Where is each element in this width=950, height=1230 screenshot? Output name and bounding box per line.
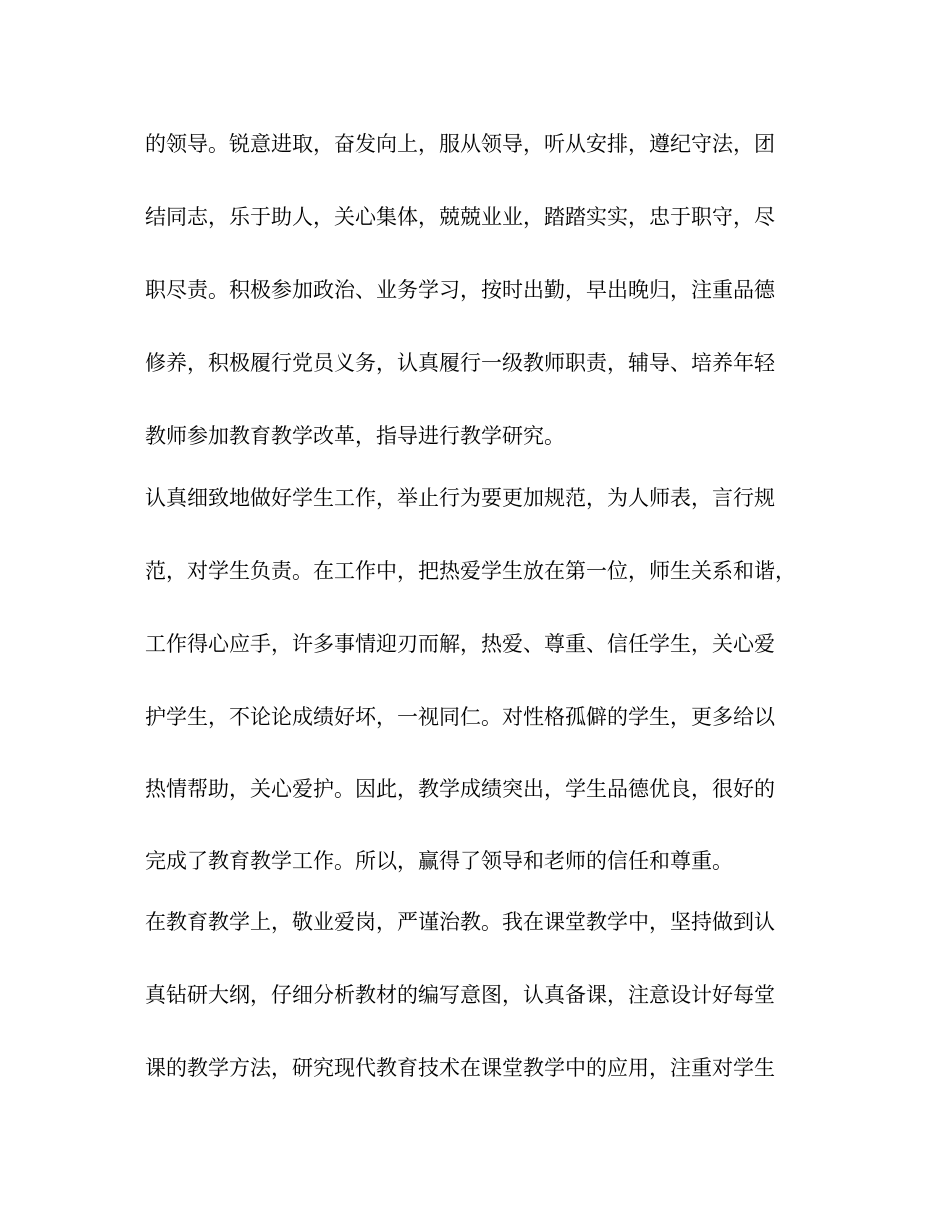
- text-line: 修养，积极履行党员义务，认真履行一级教师职责，辅导、培养年轻: [145, 351, 775, 375]
- text-line: 完成了教育教学工作。所以，赢得了领导和老师的信任和尊重。: [145, 849, 733, 873]
- text-line: 教师参加教育教学改革，指导进行教学研究。: [145, 424, 565, 448]
- text-line: 真钻研大纲，仔细分析教材的编写意图，认真备课，注意设计好每堂: [145, 983, 775, 1007]
- text-line: 课的教学方法，研究现代教育技术在课堂教学中的应用，注重对学生: [145, 1056, 775, 1080]
- text-line: 结同志，乐于助人，关心集体，兢兢业业，踏踏实实，忠于职守，尽: [145, 205, 775, 229]
- text-line: 在教育教学上，敬业爱岗，严谨治教。我在课堂教学中，坚持做到认: [145, 910, 775, 934]
- text-line: 范，对学生负责。在工作中，把热爱学生放在第一位，师生关系和谐，: [145, 559, 796, 583]
- text-line: 认真细致地做好学生工作，举止行为要更加规范，为人师表，言行规: [145, 486, 775, 510]
- text-line: 职尽责。积极参加政治、业务学习，按时出勤，早出晚归，注重品德: [145, 278, 775, 302]
- text-line: 工作得心应手，许多事情迎刃而解，热爱、尊重、信任学生，关心爱: [145, 632, 775, 656]
- text-line: 的领导。锐意进取，奋发向上，服从领导，听从安排，遵纪守法，团: [145, 132, 775, 156]
- text-line: 热情帮助，关心爱护。因此，教学成绩突出，学生品德优良，很好的: [145, 777, 775, 801]
- text-line: 护学生，不论论成绩好坏，一视同仁。对性格孤僻的学生，更多给以: [145, 705, 775, 729]
